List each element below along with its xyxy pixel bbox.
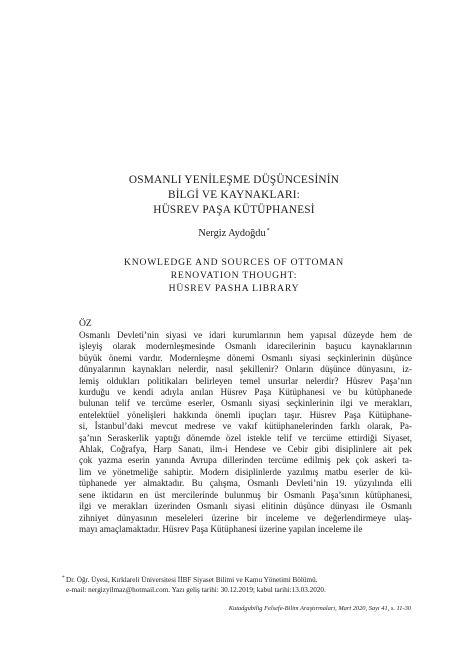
- english-title-line: RENOVATION THOUGHT:: [170, 270, 298, 281]
- abstract-body: [79, 330, 412, 535]
- abstract-line: çok yazma eserin yanında Avrupa dillerinden tercüme edilmiş pek çok askeri ta-: [79, 455, 412, 466]
- abstract-line: entelektüel yönelişleri hakkında önemli ipuçları taşır. Hüsrev Paşa Kütüphane-: [79, 409, 412, 420]
- author-footnote-mark: *: [266, 228, 270, 234]
- english-title: [0, 256, 468, 295]
- journal-citation: Kutadgubilig Felsefe-Bilim Araştırmaları, Mart 2020, Sayı 41, s. 11-30: [228, 605, 411, 612]
- author-name: Nergiz Aydoğdu: [198, 228, 266, 239]
- article-title: [0, 173, 468, 218]
- english-title-line: KNOWLEDGE AND SOURCES OF OTTOMAN: [124, 257, 344, 268]
- abstract-line: lim ve yönetmeliğe sahiptir. Modern disiplinlerde yazılmış matbu eserler de kü-: [79, 466, 412, 477]
- footnote-affiliation: Dr. Öğr. Üyesi, Kırklareli Üniversitesi İİBF Siyaset Bilimi ve Kamu Yönetimi Bölümü.: [66, 576, 318, 584]
- abstract-line: Osmanlı Devleti’nin siyasi ve idari kurumlarının hem yapısal düzeyde hem de: [79, 330, 412, 340]
- abstract-line: mayı amaçlamaktadır. Hüsrev Paşa Kütüphanesi üzerine yapılan inceleme ile: [79, 523, 363, 534]
- abstract-line: lemiş oldukları politikaları belirleyen temel unsurlar nelerdir? Hüsrev Paşa’nın: [79, 375, 412, 386]
- abstract-line: işleyiş olarak modernleşmesinde Osmanlı idarecilerinin başucu kaynaklarının: [79, 341, 412, 352]
- footnote: [62, 575, 412, 595]
- abstract-line: si, İstanbul’daki mevcut medrese ve vakıf kütüphanelerinden farklı olarak, Pa-: [79, 421, 412, 432]
- abstract-line: şa’nın Seraskerlik yaptığı dönemde özel istekle telif ve tercüme ettirdiği Siyaset,: [79, 432, 412, 443]
- abstract-line: bulunan telif ve tercüme eserler, Osmanlı siyasi seçkinlerinin ilgi ve merakları,: [79, 398, 412, 409]
- english-title-line: HÜSREV PASHA LIBRARY: [168, 283, 300, 294]
- abstract-line: tüphanede yer almaktadır. Bu çalışma, Osmanlı Devleti’nin 19. yüzyılında elli: [79, 478, 412, 489]
- abstract-line: Ahlak, Coğrafya, Harp Sanatı, ilm-i Hendese ve Cebir gibi disiplinlere ait pek: [79, 444, 412, 455]
- article-title-line: HÜSREV PAŞA KÜTÜPHANESİ: [153, 204, 315, 216]
- abstract-line: sene iktidarın en üst mercilerinde bulunmuş bir Osmanlı Paşa’sının kütüphanesi,: [79, 489, 412, 500]
- article-title-line: BİLGİ VE KAYNAKLARI:: [167, 189, 301, 201]
- footnote-contact: e-mail: nergizyilmaz@hotmail.com. Yazı geliş tarihi: 30.12.2019; kabul tarihi:13.03.2020.: [66, 586, 326, 594]
- abstract-line: dünyalarının kaynakları nelerdir, nasıl şekillenir? Onların düşünce dünyasını, iz-: [79, 364, 412, 375]
- abstract-line: zihniyet dünyasının meseleleri üzerine bir inceleme ve değerlendirmeye ulaş-: [79, 512, 412, 523]
- abstract-line: kurduğu ve kendi adıyla anılan Hüsrev Paşa Kütüphanesi ve bu kütüphanede: [79, 387, 412, 398]
- abstract-line: ilgi ve merakları üzerinden Osmanlı siyasi elitinin düşünce dünyası ile Osmanlı: [79, 501, 412, 512]
- article-title-line: OSMANLI YENİLEŞME DÜŞÜNCESİNİN: [128, 174, 340, 186]
- abstract-line: büyük önemi vardır. Modernleşme dönemi Osmanlı siyasi seçkinlerinin düşünce: [79, 352, 412, 363]
- footnote-mark: *: [62, 575, 65, 581]
- abstract-heading: ÖZ: [79, 318, 92, 329]
- author-line: [0, 225, 468, 240]
